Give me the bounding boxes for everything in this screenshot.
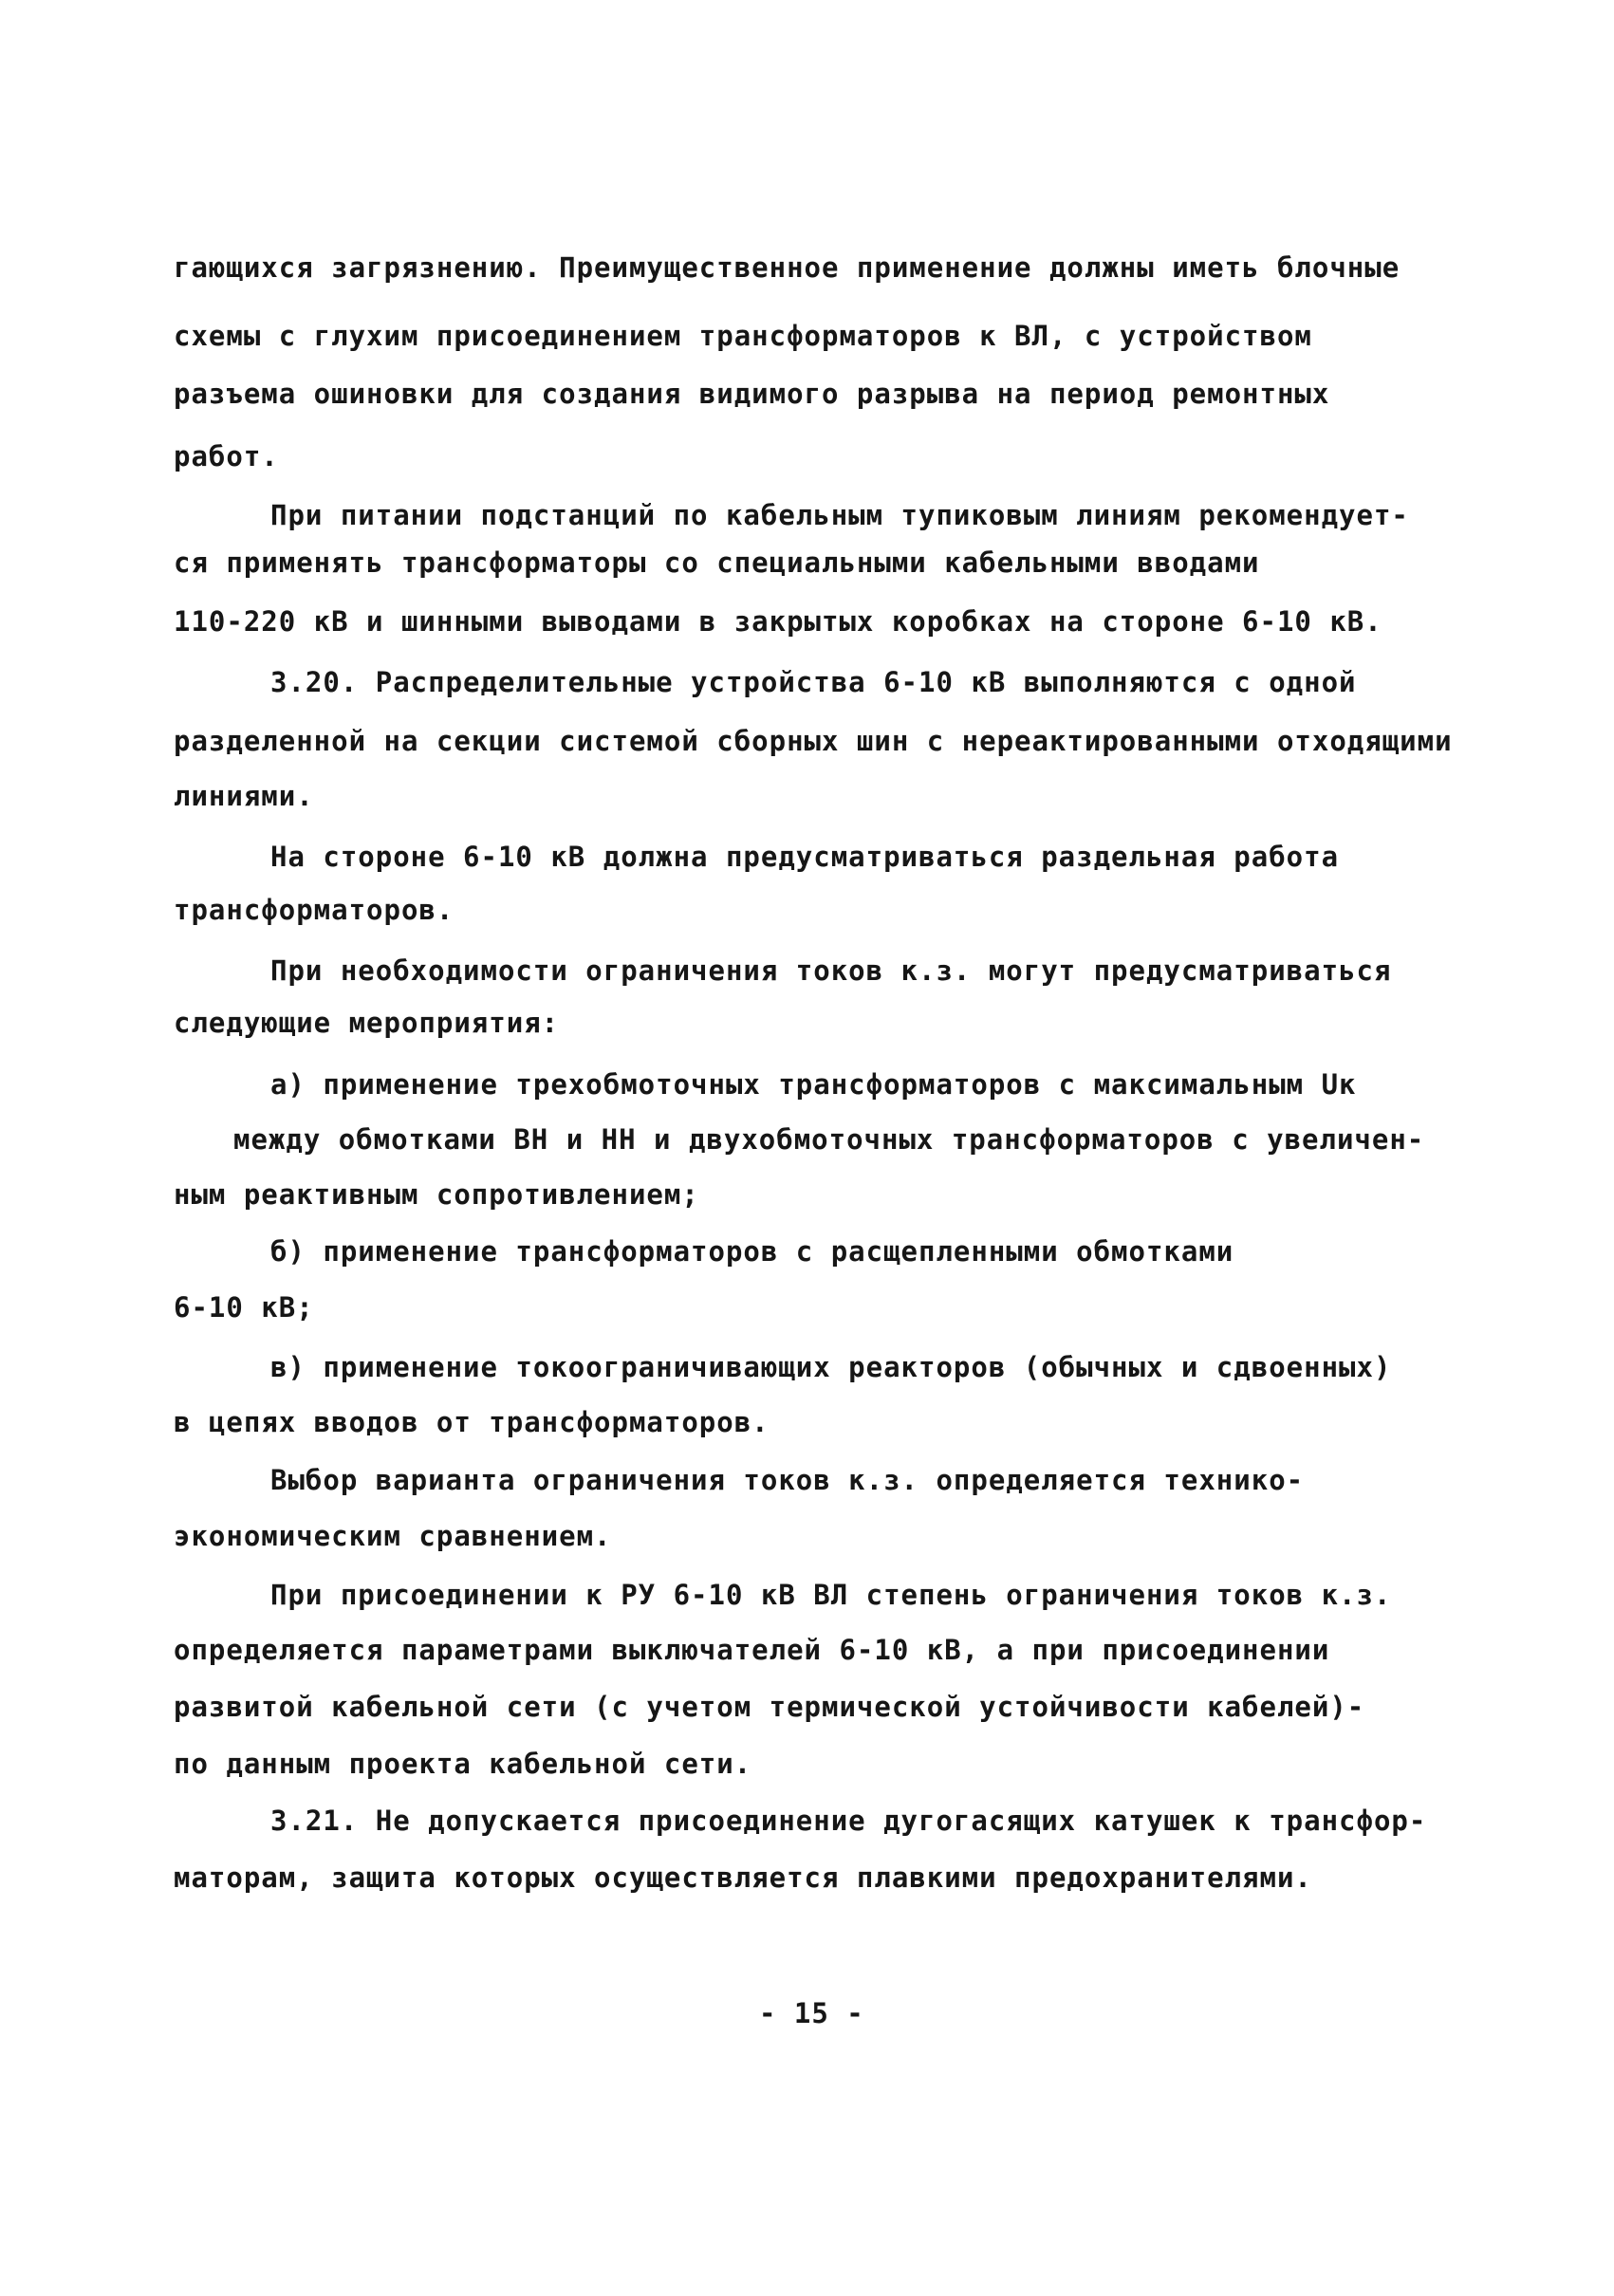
text-line: линиями. <box>174 780 314 812</box>
text-line: разъема ошиновки для создания видимого разрыва на период ремонтных <box>174 378 1330 410</box>
text-line: 110-220 кВ и шинными выводами в закрытых коробках на стороне 6-10 кВ. <box>174 605 1382 638</box>
text-line: экономическим сравнением. <box>174 1520 612 1552</box>
text-line: а) применение трехобмоточных трансформаторов с максимальным Uк <box>270 1068 1357 1101</box>
text-line: разделенной на секции системой сборных шин с нереактированными отходящими <box>174 725 1453 757</box>
text-line: 3.21. Не допускается присоединение дугогасящих катушек к трансфор- <box>270 1805 1427 1837</box>
text-line: схемы с глухим присоединением трансформаторов к ВЛ, с устройством <box>174 320 1312 352</box>
text-line: При присоединении к РУ 6-10 кВ ВЛ степень ограничения токов к.з. <box>270 1579 1392 1611</box>
text-line: следующие мероприятия: <box>174 1007 560 1039</box>
text-line: по данным проекта кабельной сети. <box>174 1748 752 1780</box>
text-line: определяется параметрами выключателей 6-10 кВ, а при присоединении <box>174 1634 1330 1666</box>
text-line: ным реактивным сопротивлением; <box>174 1178 699 1211</box>
text-line: 3.20. Распределительные устройства 6-10 кВ выполняются с одной <box>270 666 1357 698</box>
text-line: в) применение токоограничивающих реакторов (обычных и сдвоенных) <box>270 1351 1392 1383</box>
text-line: ся применять трансформаторы со специальными кабельными вводами <box>174 546 1260 579</box>
text-line: трансформаторов. <box>174 894 455 926</box>
text-line: При питании подстанций по кабельным тупиковым линиям рекомендует- <box>270 499 1409 531</box>
text-line: 6-10 кВ; <box>174 1291 314 1324</box>
text-line: б) применение трансформаторов с расщепленными обмотками <box>270 1235 1234 1268</box>
text-line: в цепях вводов от трансформаторов. <box>174 1406 770 1438</box>
text-line: развитой кабельной сети (с учетом термической устойчивости кабелей)- <box>174 1691 1365 1723</box>
text-line: маторам, защита которых осуществляется плавкими предохранителями. <box>174 1861 1312 1894</box>
text-line: гающихся загрязнению. Преимущественное применение должны иметь блочные <box>174 251 1401 284</box>
text-line: работ. <box>174 440 279 472</box>
text-line: При необходимости ограничения токов к.з. могут предусматриваться <box>270 954 1392 987</box>
text-line: Выбор варианта ограничения токов к.з. определяется технико- <box>270 1464 1305 1496</box>
text-line: между обмотками ВН и НН и двухобмоточных трансформаторов с увеличен- <box>233 1123 1425 1156</box>
page-number: - 15 - <box>759 1997 864 2029</box>
text-line: На стороне 6-10 кВ должна предусматриваться раздельная работа <box>270 841 1340 873</box>
